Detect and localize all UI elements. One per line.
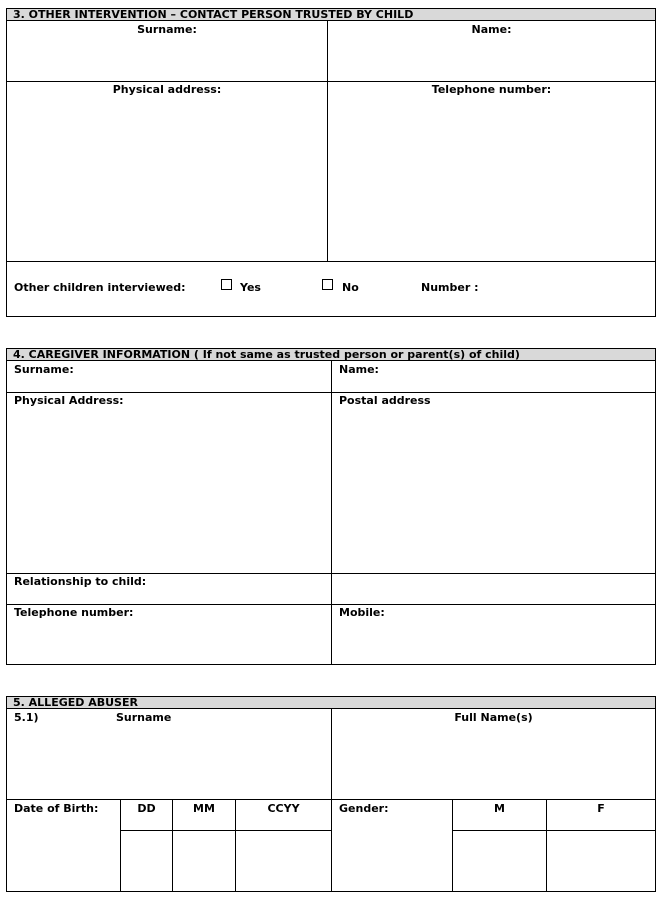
yes-checkbox[interactable] [221, 279, 232, 290]
surname-label: Surname: [137, 23, 197, 36]
number-label: Number : [421, 281, 479, 294]
physical-address-label: Physical address: [112, 83, 222, 96]
no-checkbox[interactable] [322, 279, 333, 290]
section5-title: 5. ALLEGED ABUSER [13, 696, 138, 709]
no-label: No [342, 281, 359, 294]
postal-address-label: Postal address [339, 394, 431, 407]
name-label: Name: [471, 23, 512, 36]
ccyy-input[interactable] [236, 831, 331, 891]
yes-label: Yes [240, 281, 261, 294]
surname-field-s4[interactable] [7, 361, 331, 392]
name-field-s3[interactable] [328, 21, 655, 81]
full-names-label: Full Name(s) [454, 711, 533, 724]
relationship-field[interactable] [7, 574, 655, 604]
number-field[interactable] [485, 272, 650, 302]
gender-f-label: F [597, 802, 605, 815]
other-children-label: Other children interviewed: [14, 281, 186, 294]
physical-address-label: Physical Address: [14, 394, 124, 407]
gender-f-input[interactable] [547, 831, 655, 891]
full-names-field[interactable] [332, 709, 655, 799]
section3-title: 3. OTHER INTERVENTION – CONTACT PERSON TRUSTED BY CHILD [13, 8, 414, 21]
gender-label: Gender: [339, 802, 389, 815]
mm-input[interactable] [173, 831, 235, 891]
mm-label: MM [193, 802, 215, 815]
name-field-s4[interactable] [332, 361, 655, 392]
physical-address-field-s3[interactable] [7, 82, 327, 261]
mobile-field[interactable] [332, 605, 655, 664]
surname-label: Surname [116, 711, 172, 724]
section4-title: 4. CAREGIVER INFORMATION ( If not same as trusted person or parent(s) of child) [13, 348, 520, 361]
telephone-field-s4[interactable] [7, 605, 331, 664]
telephone-field-s3[interactable] [328, 82, 655, 261]
item-number-label: 5.1) [14, 711, 39, 724]
surname-field-s5[interactable] [7, 709, 331, 799]
dd-label: DD [137, 802, 156, 815]
telephone-label: Telephone number: [14, 606, 134, 619]
name-label: Name: [339, 363, 379, 376]
dob-label: Date of Birth: [14, 802, 99, 815]
gender-m-input[interactable] [453, 831, 546, 891]
mobile-label: Mobile: [339, 606, 385, 619]
relationship-label: Relationship to child: [14, 575, 147, 588]
ccyy-label: CCYY [267, 802, 300, 815]
telephone-label: Telephone number: [431, 83, 552, 96]
postal-address-field[interactable] [332, 393, 655, 573]
physical-address-field-s4[interactable] [7, 393, 331, 573]
dd-input[interactable] [121, 831, 172, 891]
surname-field-s3[interactable] [7, 21, 327, 81]
gender-m-label: M [494, 802, 505, 815]
surname-label: Surname: [14, 363, 74, 376]
